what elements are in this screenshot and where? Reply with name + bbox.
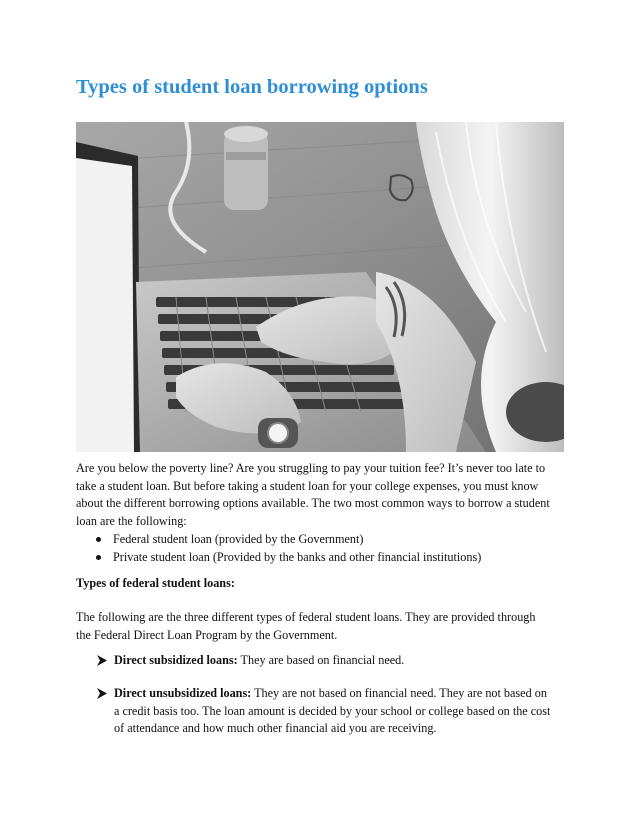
loan-type-name: Direct unsubsidized loans:: [114, 686, 252, 700]
federal-intro-paragraph: [76, 609, 566, 644]
arrow-bullet-icon: [96, 652, 108, 669]
loan-type-description: They are not based on financial need. They are not based on: [254, 686, 547, 700]
woman-typing-on-laptop-photo: [76, 122, 564, 452]
loan-type-description: They are based on financial need.: [240, 653, 405, 667]
intro-paragraph: [76, 460, 566, 530]
text-line: [114, 685, 566, 703]
text-line: take a student loan. But before taking a student loan for your college expenses, you must know: [76, 478, 539, 493]
text-line: a credit basis too. The loan amount is decided by your school or college based on the cost: [114, 703, 551, 718]
loan-type-item: [96, 652, 566, 670]
text-line: The following are the three different types of federal student loans. They are provided through: [76, 610, 536, 624]
page-title: Types of student loan borrowing options: [76, 76, 428, 98]
bullet-icon: [96, 555, 101, 560]
list-item-text: Private student loan (Provided by the banks and other financial institutions): [113, 549, 482, 564]
list-item: [96, 531, 481, 549]
photo-illustration: [76, 122, 564, 452]
text-line: loan are the following:: [76, 513, 187, 528]
bullet-icon: [96, 537, 101, 542]
arrow-bullet-icon: [96, 685, 108, 702]
text-line: Are you below the poverty line? Are you struggling to pay your tuition fee? It’s never too late to: [76, 461, 546, 475]
text-line: of attendance and how much other financial aid you are receiving.: [114, 721, 437, 736]
text-line: about the different borrowing options available. The two most common ways to borrow a student: [76, 496, 550, 511]
section-heading: Types of federal student loans:: [76, 576, 235, 590]
text-line: [114, 652, 566, 670]
list-item-text: Federal student loan (provided by the Government): [113, 532, 364, 546]
loan-type-name: Direct subsidized loans:: [114, 653, 238, 667]
loan-type-item: [96, 685, 566, 738]
list-item: [96, 549, 481, 567]
loan-sources-list: [96, 531, 481, 566]
text-line: the Federal Direct Loan Program by the Government.: [76, 627, 338, 642]
